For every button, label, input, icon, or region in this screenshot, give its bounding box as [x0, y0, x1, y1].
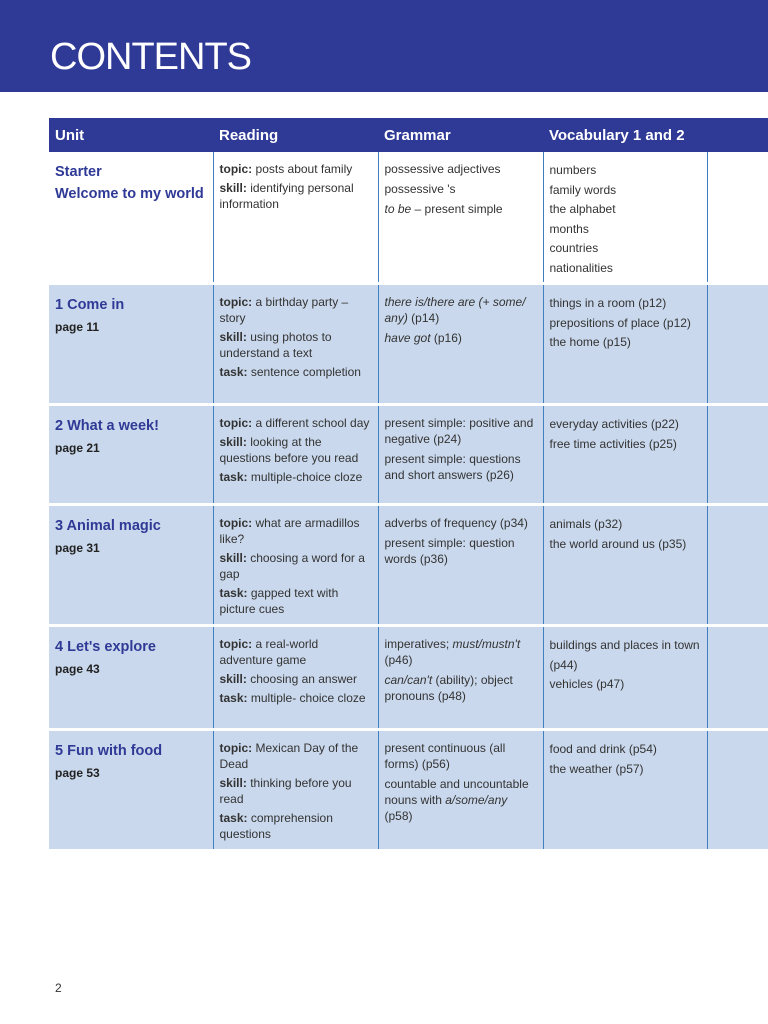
reading-item: [220, 585, 373, 617]
vocabulary-cell: [543, 152, 707, 282]
reading-item: [220, 810, 373, 842]
grammar-text: imperatives;: [384, 637, 453, 651]
extra-cell: [707, 406, 768, 503]
reading-item: [220, 294, 373, 326]
reading-cell: [213, 285, 378, 403]
vocabulary-item: family words: [549, 182, 617, 197]
grammar-item: [385, 415, 538, 447]
reading-label: skill:: [219, 330, 247, 344]
reading-item: [220, 329, 373, 361]
grammar-text: – present simple: [411, 202, 503, 216]
extra-cell: [707, 152, 768, 282]
reading-item: [220, 180, 373, 212]
reading-label: task:: [219, 811, 248, 825]
grammar-item: [385, 294, 538, 326]
vocabulary-item: things in a room (p12): [549, 296, 667, 310]
unit-cell: [49, 627, 213, 728]
reading-item: [220, 671, 373, 687]
grammar-text: present simple: questions and short answers (p26): [384, 452, 521, 482]
unit-title: Starter: [55, 164, 102, 180]
reading-item: [220, 690, 373, 706]
table-row: [49, 406, 768, 503]
reading-label: skill:: [219, 551, 247, 565]
grammar-text: possessive 's: [384, 182, 456, 196]
vocabulary-cell: [543, 506, 707, 624]
grammar-cell: [378, 152, 543, 282]
grammar-item: [385, 451, 538, 483]
reading-cell: [213, 731, 378, 849]
unit-title: 3 Animal magic: [55, 518, 161, 534]
extra-cell: [707, 506, 768, 624]
grammar-item: [385, 181, 538, 197]
vocabulary-item: vehicles (p47): [549, 677, 625, 691]
reading-label: skill:: [219, 672, 247, 686]
grammar-item: [385, 776, 538, 824]
grammar-italic-text: can/can't: [384, 673, 433, 687]
table-row: [49, 731, 768, 849]
vocabulary-item: the weather (p57): [549, 761, 644, 776]
reading-text: using photos to understand a text: [219, 330, 332, 360]
vocabulary-item: months: [549, 221, 589, 236]
grammar-italic-text: there is/there are (+ some/ any): [384, 295, 526, 325]
reading-label: task:: [219, 691, 248, 705]
unit-title: 4 Let's explore: [55, 639, 156, 655]
reading-label: topic:: [219, 162, 253, 176]
page-number: 2: [55, 981, 62, 995]
reading-label: task:: [219, 586, 248, 600]
grammar-italic-text: must/mustn't: [452, 637, 521, 651]
table-body: [49, 152, 768, 849]
unit-cell: [49, 285, 213, 403]
reading-item: [220, 469, 373, 485]
grammar-item: [385, 161, 538, 177]
column-header-unit: Unit: [49, 118, 213, 152]
reading-text: multiple-choice cloze: [250, 470, 363, 484]
reading-label: task:: [219, 470, 248, 484]
reading-text: choosing a word for a gap: [219, 551, 365, 581]
reading-text: what are armadillos like?: [219, 516, 360, 546]
vocabulary-item: everyday activities (p22): [549, 417, 679, 431]
column-header-reading: Reading: [213, 118, 378, 152]
reading-cell: [213, 406, 378, 503]
reading-text: multiple- choice cloze: [250, 691, 366, 705]
grammar-text: present simple: question words (p36): [384, 536, 515, 566]
unit-cell: [49, 506, 213, 624]
grammar-text: (ability); object pronouns (p48): [384, 673, 513, 703]
vocabulary-item: buildings and places in town (p44): [549, 638, 700, 672]
grammar-text: adverbs of frequency (p34): [384, 516, 528, 530]
extra-cell: [707, 285, 768, 403]
reading-label: topic:: [219, 637, 253, 651]
reading-item: [220, 740, 373, 772]
reading-text: choosing an answer: [250, 672, 357, 686]
reading-cell: [213, 506, 378, 624]
reading-item: [220, 161, 373, 177]
unit-cell: [49, 152, 213, 282]
vocabulary-item: numbers: [549, 163, 597, 177]
grammar-italic-text: a/some/any: [445, 793, 508, 807]
vocabulary-item: the alphabet: [549, 202, 616, 216]
unit-title: 2 What a week!: [55, 418, 159, 434]
reading-text: thinking before you read: [219, 776, 352, 806]
reading-item: [220, 515, 373, 547]
reading-text: sentence completion: [250, 365, 361, 379]
reading-text: posts about family: [255, 162, 353, 176]
contents-header-band: [0, 0, 768, 92]
reading-label: skill:: [219, 181, 247, 195]
reading-text: a real-world adventure game: [219, 637, 319, 667]
reading-label: topic:: [219, 516, 253, 530]
reading-text: looking at the questions before you read: [219, 435, 359, 465]
grammar-item: [385, 740, 538, 772]
reading-item: [220, 415, 373, 431]
unit-cell: [49, 731, 213, 849]
grammar-cell: [378, 627, 543, 728]
extra-cell: [707, 627, 768, 728]
reading-cell: [213, 152, 378, 282]
table-row: [49, 152, 768, 282]
unit-title: Welcome to my world: [55, 186, 204, 202]
vocabulary-item: animals (p32): [549, 517, 623, 531]
reading-text: identifying personal information: [219, 181, 354, 211]
grammar-item: [385, 201, 538, 217]
grammar-item: [385, 330, 538, 346]
reading-item: [220, 775, 373, 807]
unit-page: page 31: [55, 541, 100, 555]
vocabulary-item: free time activities (p25): [549, 436, 677, 451]
vocabulary-item: prepositions of place (p12): [549, 315, 691, 330]
unit-cell: [49, 406, 213, 503]
unit-page: page 11: [55, 320, 100, 334]
grammar-item: [385, 515, 538, 531]
table-row: [49, 506, 768, 624]
grammar-text: (p58): [384, 809, 413, 823]
grammar-italic-text: have got: [384, 331, 431, 345]
column-header-grammar: Grammar: [378, 118, 543, 152]
unit-page: page 21: [55, 441, 100, 455]
table-row: [49, 627, 768, 728]
grammar-item: [385, 672, 538, 704]
extra-cell: [707, 731, 768, 849]
reading-label: skill:: [219, 776, 247, 790]
reading-text: gapped text with picture cues: [219, 586, 339, 616]
vocabulary-item: food and drink (p54): [549, 742, 657, 756]
grammar-text: (p16): [430, 331, 462, 345]
reading-text: a birthday party – story: [219, 295, 349, 325]
grammar-cell: [378, 506, 543, 624]
contents-table: [49, 118, 768, 849]
table-header: [49, 118, 768, 152]
vocabulary-item: countries: [549, 241, 599, 255]
grammar-item: [385, 535, 538, 567]
vocabulary-item: the world around us (p35): [549, 536, 687, 551]
vocabulary-item: nationalities: [549, 260, 613, 275]
reading-label: topic:: [219, 295, 253, 309]
vocabulary-cell: [543, 406, 707, 503]
unit-title: 5 Fun with food: [55, 743, 163, 759]
reading-label: skill:: [219, 435, 247, 449]
grammar-text: countable and uncountable nouns with: [384, 777, 529, 807]
reading-label: topic:: [219, 741, 253, 755]
grammar-text: (p14): [407, 311, 440, 325]
column-header-vocabulary: Vocabulary 1 and 2: [543, 118, 707, 152]
grammar-cell: [378, 406, 543, 503]
grammar-item: [385, 636, 538, 668]
reading-item: [220, 364, 373, 380]
unit-page: page 53: [55, 766, 100, 780]
page-title: CONTENTS: [50, 36, 251, 78]
grammar-text: present simple: positive and negative (p24): [384, 416, 534, 446]
unit-page: page 43: [55, 662, 100, 676]
reading-text: comprehension questions: [219, 811, 333, 841]
reading-item: [220, 550, 373, 582]
grammar-cell: [378, 731, 543, 849]
table-header-row: [49, 118, 768, 152]
vocabulary-cell: [543, 731, 707, 849]
reading-label: task:: [219, 365, 248, 379]
vocabulary-item: the home (p15): [549, 335, 631, 349]
reading-text: Mexican Day of the Dead: [219, 741, 359, 771]
vocabulary-cell: [543, 285, 707, 403]
reading-item: [220, 636, 373, 668]
grammar-text: present continuous (all forms) (p56): [384, 741, 506, 771]
reading-text: a different school day: [255, 416, 370, 430]
vocabulary-cell: [543, 627, 707, 728]
grammar-italic-text: to be: [384, 202, 412, 216]
unit-title: 1 Come in: [55, 297, 125, 313]
grammar-text: (p46): [384, 653, 413, 667]
grammar-text: possessive adjectives: [384, 162, 501, 176]
reading-cell: [213, 627, 378, 728]
reading-label: topic:: [219, 416, 253, 430]
table-row: [49, 285, 768, 403]
reading-item: [220, 434, 373, 466]
column-header-extra: [707, 118, 768, 152]
grammar-cell: [378, 285, 543, 403]
